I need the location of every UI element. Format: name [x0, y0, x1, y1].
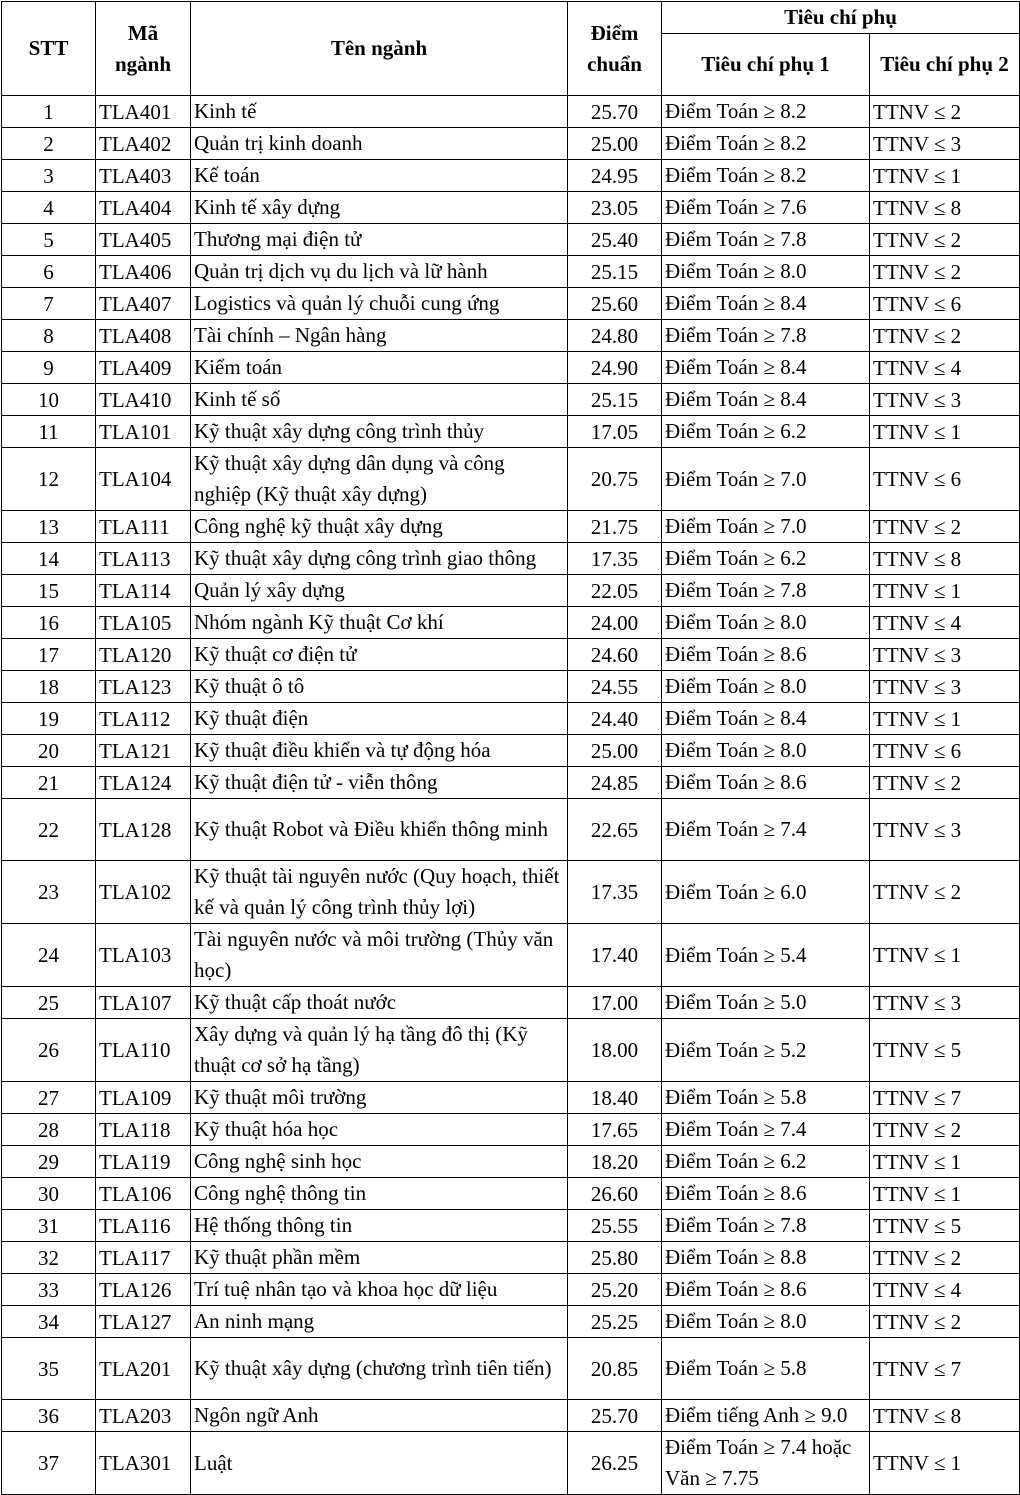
cell-diem-chuan: 20.75	[568, 448, 662, 511]
cell-ma-nganh: TLA111	[96, 511, 191, 543]
cell-tieu-chi-phu-1: Điểm Toán ≥ 8.0	[662, 1306, 870, 1338]
cell-ten-nganh: Trí tuệ nhân tạo và khoa học dữ liệu	[191, 1274, 568, 1306]
cell-stt: 27	[2, 1082, 96, 1114]
cell-stt: 8	[2, 320, 96, 352]
cell-ten-nganh: Công nghệ kỹ thuật xây dựng	[191, 511, 568, 543]
cell-tieu-chi-phu-2: TTNV ≤ 1	[870, 575, 1020, 607]
cell-tieu-chi-phu-1: Điểm Toán ≥ 6.0	[662, 861, 870, 924]
cell-diem-chuan: 17.40	[568, 924, 662, 987]
table-row	[2, 256, 1020, 288]
cell-diem-chuan: 24.80	[568, 320, 662, 352]
cell-stt: 3	[2, 160, 96, 192]
cell-tieu-chi-phu-1: Điểm Toán ≥ 7.8	[662, 224, 870, 256]
cell-diem-chuan: 24.40	[568, 703, 662, 735]
cell-tieu-chi-phu-2: TTNV ≤ 3	[870, 799, 1020, 861]
cell-stt: 35	[2, 1338, 96, 1400]
cell-tieu-chi-phu-1: Điểm Toán ≥ 5.4	[662, 924, 870, 987]
admission-scores-table	[1, 1, 1020, 1495]
cell-stt: 21	[2, 767, 96, 799]
cell-ten-nganh: Logistics và quản lý chuỗi cung ứng	[191, 288, 568, 320]
cell-ten-nganh: Kỹ thuật phần mềm	[191, 1242, 568, 1274]
cell-ma-nganh: TLA103	[96, 924, 191, 987]
cell-ten-nganh: Kỹ thuật điện tử - viễn thông	[191, 767, 568, 799]
cell-tieu-chi-phu-1: Điểm Toán ≥ 8.8	[662, 1242, 870, 1274]
cell-tieu-chi-phu-1: Điểm Toán ≥ 8.6	[662, 1178, 870, 1210]
cell-tieu-chi-phu-1: Điểm Toán ≥ 8.2	[662, 128, 870, 160]
table-row	[2, 1019, 1020, 1082]
table-row	[2, 1274, 1020, 1306]
header-ma-nganh-line2: ngành	[114, 51, 172, 76]
cell-ten-nganh: Nhóm ngành Kỹ thuật Cơ khí	[191, 607, 568, 639]
cell-ten-nganh: Quản trị dịch vụ du lịch và lữ hành	[191, 256, 568, 288]
table-row	[2, 607, 1020, 639]
cell-tieu-chi-phu-1: Điểm Toán ≥ 7.4	[662, 799, 870, 861]
cell-diem-chuan: 18.00	[568, 1019, 662, 1082]
cell-diem-chuan: 25.25	[568, 1306, 662, 1338]
cell-ma-nganh: TLA121	[96, 735, 191, 767]
cell-diem-chuan: 17.65	[568, 1114, 662, 1146]
table-row	[2, 1242, 1020, 1274]
cell-stt: 1	[2, 96, 96, 128]
cell-diem-chuan: 17.05	[568, 416, 662, 448]
cell-ten-nganh: Kỹ thuật xây dựng công trình giao thông	[191, 543, 568, 575]
cell-ten-nganh: Kỹ thuật điện	[191, 703, 568, 735]
cell-tieu-chi-phu-1: Điểm Toán ≥ 6.2	[662, 416, 870, 448]
cell-tieu-chi-phu-1: Điểm Toán ≥ 7.4 hoặc Văn ≥ 7.75	[662, 1432, 870, 1495]
table-row	[2, 511, 1020, 543]
cell-diem-chuan: 24.95	[568, 160, 662, 192]
cell-stt: 11	[2, 416, 96, 448]
table-row	[2, 1338, 1020, 1400]
cell-stt: 12	[2, 448, 96, 511]
table-row	[2, 639, 1020, 671]
table-row	[2, 735, 1020, 767]
cell-diem-chuan: 24.00	[568, 607, 662, 639]
cell-tieu-chi-phu-1: Điểm Toán ≥ 8.6	[662, 639, 870, 671]
cell-ma-nganh: TLA407	[96, 288, 191, 320]
cell-stt: 34	[2, 1306, 96, 1338]
cell-ma-nganh: TLA409	[96, 352, 191, 384]
table-row	[2, 160, 1020, 192]
cell-tieu-chi-phu-1: Điểm Toán ≥ 5.0	[662, 987, 870, 1019]
cell-tieu-chi-phu-2: TTNV ≤ 1	[870, 160, 1020, 192]
cell-ma-nganh: TLA203	[96, 1400, 191, 1432]
cell-diem-chuan: 22.05	[568, 575, 662, 607]
cell-ma-nganh: TLA107	[96, 987, 191, 1019]
cell-stt: 29	[2, 1146, 96, 1178]
table-header	[2, 2, 1020, 96]
cell-diem-chuan: 25.20	[568, 1274, 662, 1306]
cell-diem-chuan: 25.15	[568, 384, 662, 416]
cell-tieu-chi-phu-2: TTNV ≤ 6	[870, 448, 1020, 511]
cell-tieu-chi-phu-2: TTNV ≤ 3	[870, 987, 1020, 1019]
cell-ten-nganh: Kỹ thuật tài nguyên nước (Quy hoạch, thiết kế và quản lý công trình thủy lợi)	[191, 861, 568, 924]
cell-ma-nganh: TLA301	[96, 1432, 191, 1495]
header-diem-chuan-line2: chuẩn	[587, 51, 642, 76]
cell-ma-nganh: TLA113	[96, 543, 191, 575]
cell-tieu-chi-phu-1: Điểm Toán ≥ 7.8	[662, 575, 870, 607]
cell-stt: 18	[2, 671, 96, 703]
table-body	[2, 96, 1020, 1495]
table-row	[2, 288, 1020, 320]
table-row	[2, 416, 1020, 448]
cell-tieu-chi-phu-1: Điểm Toán ≥ 8.2	[662, 96, 870, 128]
cell-diem-chuan: 24.85	[568, 767, 662, 799]
cell-tieu-chi-phu-1: Điểm Toán ≥ 5.8	[662, 1082, 870, 1114]
cell-diem-chuan: 22.65	[568, 799, 662, 861]
table-row	[2, 448, 1020, 511]
cell-tieu-chi-phu-2: TTNV ≤ 7	[870, 1338, 1020, 1400]
cell-tieu-chi-phu-2: TTNV ≤ 5	[870, 1210, 1020, 1242]
table-row	[2, 767, 1020, 799]
cell-stt: 5	[2, 224, 96, 256]
table-row	[2, 192, 1020, 224]
cell-ma-nganh: TLA110	[96, 1019, 191, 1082]
cell-ma-nganh: TLA102	[96, 861, 191, 924]
cell-tieu-chi-phu-2: TTNV ≤ 2	[870, 861, 1020, 924]
table-row	[2, 1114, 1020, 1146]
cell-ten-nganh: Luật	[191, 1432, 568, 1495]
cell-stt: 6	[2, 256, 96, 288]
cell-tieu-chi-phu-1: Điểm Toán ≥ 6.2	[662, 543, 870, 575]
cell-stt: 24	[2, 924, 96, 987]
cell-tieu-chi-phu-2: TTNV ≤ 3	[870, 671, 1020, 703]
cell-ten-nganh: Kỹ thuật xây dựng dân dụng và công nghiệp (Kỹ thuật xây dựng)	[191, 448, 568, 511]
cell-ten-nganh: Kỹ thuật cơ điện tử	[191, 639, 568, 671]
cell-tieu-chi-phu-1: Điểm Toán ≥ 8.4	[662, 352, 870, 384]
cell-tieu-chi-phu-2: TTNV ≤ 6	[870, 735, 1020, 767]
cell-tieu-chi-phu-1: Điểm Toán ≥ 8.6	[662, 1274, 870, 1306]
table-row	[2, 861, 1020, 924]
cell-diem-chuan: 20.85	[568, 1338, 662, 1400]
cell-stt: 19	[2, 703, 96, 735]
cell-tieu-chi-phu-2: TTNV ≤ 2	[870, 1114, 1020, 1146]
cell-ma-nganh: TLA201	[96, 1338, 191, 1400]
cell-diem-chuan: 26.25	[568, 1432, 662, 1495]
table-row	[2, 1432, 1020, 1495]
cell-diem-chuan: 18.40	[568, 1082, 662, 1114]
cell-ten-nganh: Kinh tế	[191, 96, 568, 128]
table-row	[2, 96, 1020, 128]
cell-ma-nganh: TLA128	[96, 799, 191, 861]
table-row	[2, 671, 1020, 703]
cell-diem-chuan: 25.70	[568, 96, 662, 128]
cell-diem-chuan: 17.35	[568, 861, 662, 924]
table-row	[2, 1082, 1020, 1114]
cell-tieu-chi-phu-2: TTNV ≤ 2	[870, 1242, 1020, 1274]
cell-ten-nganh: Công nghệ thông tin	[191, 1178, 568, 1210]
cell-ten-nganh: Xây dựng và quản lý hạ tầng đô thị (Kỹ thuật cơ sở hạ tầng)	[191, 1019, 568, 1082]
cell-ma-nganh: TLA114	[96, 575, 191, 607]
cell-tieu-chi-phu-2: TTNV ≤ 2	[870, 320, 1020, 352]
cell-ten-nganh: Kỹ thuật cấp thoát nước	[191, 987, 568, 1019]
cell-diem-chuan: 26.60	[568, 1178, 662, 1210]
cell-ten-nganh: Kỹ thuật ô tô	[191, 671, 568, 703]
header-stt: STT	[2, 2, 96, 96]
table-row	[2, 224, 1020, 256]
cell-diem-chuan: 17.35	[568, 543, 662, 575]
table-row	[2, 320, 1020, 352]
cell-diem-chuan: 21.75	[568, 511, 662, 543]
cell-ten-nganh: Kỹ thuật xây dựng công trình thủy	[191, 416, 568, 448]
cell-ma-nganh: TLA109	[96, 1082, 191, 1114]
cell-ma-nganh: TLA112	[96, 703, 191, 735]
cell-stt: 31	[2, 1210, 96, 1242]
table-row	[2, 384, 1020, 416]
cell-ten-nganh: Kỹ thuật hóa học	[191, 1114, 568, 1146]
cell-tieu-chi-phu-1: Điểm Toán ≥ 7.0	[662, 511, 870, 543]
cell-tieu-chi-phu-1: Điểm Toán ≥ 8.0	[662, 735, 870, 767]
cell-tieu-chi-phu-1: Điểm Toán ≥ 8.4	[662, 384, 870, 416]
table-row	[2, 987, 1020, 1019]
cell-diem-chuan: 25.40	[568, 224, 662, 256]
cell-tieu-chi-phu-2: TTNV ≤ 4	[870, 352, 1020, 384]
table-row	[2, 543, 1020, 575]
cell-stt: 32	[2, 1242, 96, 1274]
cell-ten-nganh: Công nghệ sinh học	[191, 1146, 568, 1178]
cell-stt: 25	[2, 987, 96, 1019]
cell-ten-nganh: Kỹ thuật môi trường	[191, 1082, 568, 1114]
table-row	[2, 703, 1020, 735]
cell-tieu-chi-phu-1: Điểm Toán ≥ 7.0	[662, 448, 870, 511]
table-row	[2, 1146, 1020, 1178]
cell-diem-chuan: 24.55	[568, 671, 662, 703]
cell-stt: 9	[2, 352, 96, 384]
cell-diem-chuan: 25.70	[568, 1400, 662, 1432]
table-row	[2, 924, 1020, 987]
cell-stt: 33	[2, 1274, 96, 1306]
cell-tieu-chi-phu-2: TTNV ≤ 2	[870, 767, 1020, 799]
cell-ma-nganh: TLA410	[96, 384, 191, 416]
header-tieu-chi-phu: Tiêu chí phụ	[662, 2, 1020, 34]
cell-tieu-chi-phu-2: TTNV ≤ 6	[870, 288, 1020, 320]
cell-ten-nganh: Kỹ thuật Robot và Điều khiển thông minh	[191, 799, 568, 861]
cell-tieu-chi-phu-1: Điểm Toán ≥ 8.0	[662, 671, 870, 703]
header-tieu-chi-phu-2: Tiêu chí phụ 2	[870, 34, 1020, 96]
cell-diem-chuan: 18.20	[568, 1146, 662, 1178]
header-tieu-chi-phu-1: Tiêu chí phụ 1	[662, 34, 870, 96]
header-diem-chuan	[568, 2, 662, 96]
cell-tieu-chi-phu-1: Điểm Toán ≥ 7.8	[662, 1210, 870, 1242]
cell-ma-nganh: TLA404	[96, 192, 191, 224]
cell-tieu-chi-phu-1: Điểm Toán ≥ 7.4	[662, 1114, 870, 1146]
cell-diem-chuan: 25.00	[568, 128, 662, 160]
table-row	[2, 799, 1020, 861]
cell-ma-nganh: TLA406	[96, 256, 191, 288]
cell-tieu-chi-phu-1: Điểm Toán ≥ 8.0	[662, 256, 870, 288]
cell-ten-nganh: An ninh mạng	[191, 1306, 568, 1338]
cell-ma-nganh: TLA126	[96, 1274, 191, 1306]
cell-ten-nganh: Hệ thống thông tin	[191, 1210, 568, 1242]
cell-diem-chuan: 23.05	[568, 192, 662, 224]
cell-stt: 15	[2, 575, 96, 607]
cell-tieu-chi-phu-2: TTNV ≤ 7	[870, 1082, 1020, 1114]
cell-tieu-chi-phu-1: Điểm Toán ≥ 7.8	[662, 320, 870, 352]
cell-ma-nganh: TLA405	[96, 224, 191, 256]
header-ten-nganh: Tên ngành	[191, 2, 568, 96]
cell-stt: 36	[2, 1400, 96, 1432]
cell-diem-chuan: 17.00	[568, 987, 662, 1019]
cell-tieu-chi-phu-1: Điểm Toán ≥ 8.0	[662, 607, 870, 639]
cell-tieu-chi-phu-2: TTNV ≤ 2	[870, 511, 1020, 543]
cell-ten-nganh: Kế toán	[191, 160, 568, 192]
cell-tieu-chi-phu-1: Điểm Toán ≥ 8.6	[662, 767, 870, 799]
cell-ten-nganh: Ngôn ngữ Anh	[191, 1400, 568, 1432]
cell-tieu-chi-phu-1: Điểm tiếng Anh ≥ 9.0	[662, 1400, 870, 1432]
cell-diem-chuan: 25.15	[568, 256, 662, 288]
cell-ten-nganh: Kinh tế xây dựng	[191, 192, 568, 224]
cell-tieu-chi-phu-2: TTNV ≤ 2	[870, 1306, 1020, 1338]
table-row	[2, 575, 1020, 607]
table-row	[2, 352, 1020, 384]
cell-stt: 28	[2, 1114, 96, 1146]
cell-ten-nganh: Quản lý xây dựng	[191, 575, 568, 607]
cell-stt: 7	[2, 288, 96, 320]
cell-tieu-chi-phu-2: TTNV ≤ 8	[870, 1400, 1020, 1432]
cell-stt: 17	[2, 639, 96, 671]
cell-ma-nganh: TLA106	[96, 1178, 191, 1210]
cell-tieu-chi-phu-1: Điểm Toán ≥ 8.4	[662, 288, 870, 320]
header-ma-nganh-line1: Mã	[127, 20, 159, 45]
cell-tieu-chi-phu-2: TTNV ≤ 4	[870, 1274, 1020, 1306]
cell-ten-nganh: Thương mại điện tử	[191, 224, 568, 256]
cell-tieu-chi-phu-1: Điểm Toán ≥ 5.8	[662, 1338, 870, 1400]
cell-stt: 14	[2, 543, 96, 575]
cell-ten-nganh: Kinh tế số	[191, 384, 568, 416]
cell-stt: 20	[2, 735, 96, 767]
cell-diem-chuan: 24.60	[568, 639, 662, 671]
cell-diem-chuan: 25.00	[568, 735, 662, 767]
cell-ma-nganh: TLA105	[96, 607, 191, 639]
cell-ma-nganh: TLA408	[96, 320, 191, 352]
cell-tieu-chi-phu-2: TTNV ≤ 3	[870, 639, 1020, 671]
cell-diem-chuan: 25.60	[568, 288, 662, 320]
cell-tieu-chi-phu-2: TTNV ≤ 2	[870, 96, 1020, 128]
cell-stt: 23	[2, 861, 96, 924]
table-row	[2, 128, 1020, 160]
cell-stt: 16	[2, 607, 96, 639]
cell-ma-nganh: TLA101	[96, 416, 191, 448]
cell-ma-nganh: TLA120	[96, 639, 191, 671]
cell-tieu-chi-phu-2: TTNV ≤ 8	[870, 543, 1020, 575]
cell-tieu-chi-phu-1: Điểm Toán ≥ 6.2	[662, 1146, 870, 1178]
cell-stt: 2	[2, 128, 96, 160]
table-row	[2, 1210, 1020, 1242]
cell-tieu-chi-phu-1: Điểm Toán ≥ 7.6	[662, 192, 870, 224]
cell-tieu-chi-phu-2: TTNV ≤ 4	[870, 607, 1020, 639]
cell-tieu-chi-phu-2: TTNV ≤ 2	[870, 224, 1020, 256]
cell-tieu-chi-phu-1: Điểm Toán ≥ 5.2	[662, 1019, 870, 1082]
cell-ma-nganh: TLA104	[96, 448, 191, 511]
cell-stt: 13	[2, 511, 96, 543]
cell-stt: 30	[2, 1178, 96, 1210]
cell-ma-nganh: TLA119	[96, 1146, 191, 1178]
cell-tieu-chi-phu-2: TTNV ≤ 8	[870, 192, 1020, 224]
cell-diem-chuan: 25.80	[568, 1242, 662, 1274]
cell-tieu-chi-phu-2: TTNV ≤ 1	[870, 1432, 1020, 1495]
cell-tieu-chi-phu-1: Điểm Toán ≥ 8.2	[662, 160, 870, 192]
cell-stt: 10	[2, 384, 96, 416]
cell-tieu-chi-phu-2: TTNV ≤ 3	[870, 128, 1020, 160]
cell-ten-nganh: Kỹ thuật điều khiển và tự động hóa	[191, 735, 568, 767]
cell-ma-nganh: TLA124	[96, 767, 191, 799]
cell-diem-chuan: 24.90	[568, 352, 662, 384]
cell-ma-nganh: TLA403	[96, 160, 191, 192]
table-row	[2, 1306, 1020, 1338]
cell-tieu-chi-phu-2: TTNV ≤ 1	[870, 703, 1020, 735]
cell-stt: 37	[2, 1432, 96, 1495]
cell-tieu-chi-phu-2: TTNV ≤ 3	[870, 384, 1020, 416]
cell-tieu-chi-phu-2: TTNV ≤ 1	[870, 924, 1020, 987]
cell-ten-nganh: Tài chính – Ngân hàng	[191, 320, 568, 352]
header-ma-nganh	[96, 2, 191, 96]
table-row	[2, 1178, 1020, 1210]
cell-tieu-chi-phu-2: TTNV ≤ 1	[870, 416, 1020, 448]
cell-ma-nganh: TLA402	[96, 128, 191, 160]
cell-ma-nganh: TLA118	[96, 1114, 191, 1146]
table-row	[2, 1400, 1020, 1432]
cell-ten-nganh: Quản trị kinh doanh	[191, 128, 568, 160]
cell-diem-chuan: 25.55	[568, 1210, 662, 1242]
cell-ma-nganh: TLA127	[96, 1306, 191, 1338]
cell-tieu-chi-phu-2: TTNV ≤ 5	[870, 1019, 1020, 1082]
cell-ma-nganh: TLA401	[96, 96, 191, 128]
cell-tieu-chi-phu-2: TTNV ≤ 1	[870, 1178, 1020, 1210]
cell-stt: 26	[2, 1019, 96, 1082]
cell-ten-nganh: Kiểm toán	[191, 352, 568, 384]
header-diem-chuan-line1: Điểm	[590, 20, 639, 45]
cell-ma-nganh: TLA123	[96, 671, 191, 703]
cell-ten-nganh: Kỹ thuật xây dựng (chương trình tiên tiến)	[191, 1338, 568, 1400]
cell-stt: 4	[2, 192, 96, 224]
cell-ma-nganh: TLA117	[96, 1242, 191, 1274]
cell-tieu-chi-phu-2: TTNV ≤ 2	[870, 256, 1020, 288]
cell-tieu-chi-phu-1: Điểm Toán ≥ 8.4	[662, 703, 870, 735]
cell-stt: 22	[2, 799, 96, 861]
cell-ma-nganh: TLA116	[96, 1210, 191, 1242]
cell-ten-nganh: Tài nguyên nước và môi trường (Thủy văn học)	[191, 924, 568, 987]
cell-tieu-chi-phu-2: TTNV ≤ 1	[870, 1146, 1020, 1178]
